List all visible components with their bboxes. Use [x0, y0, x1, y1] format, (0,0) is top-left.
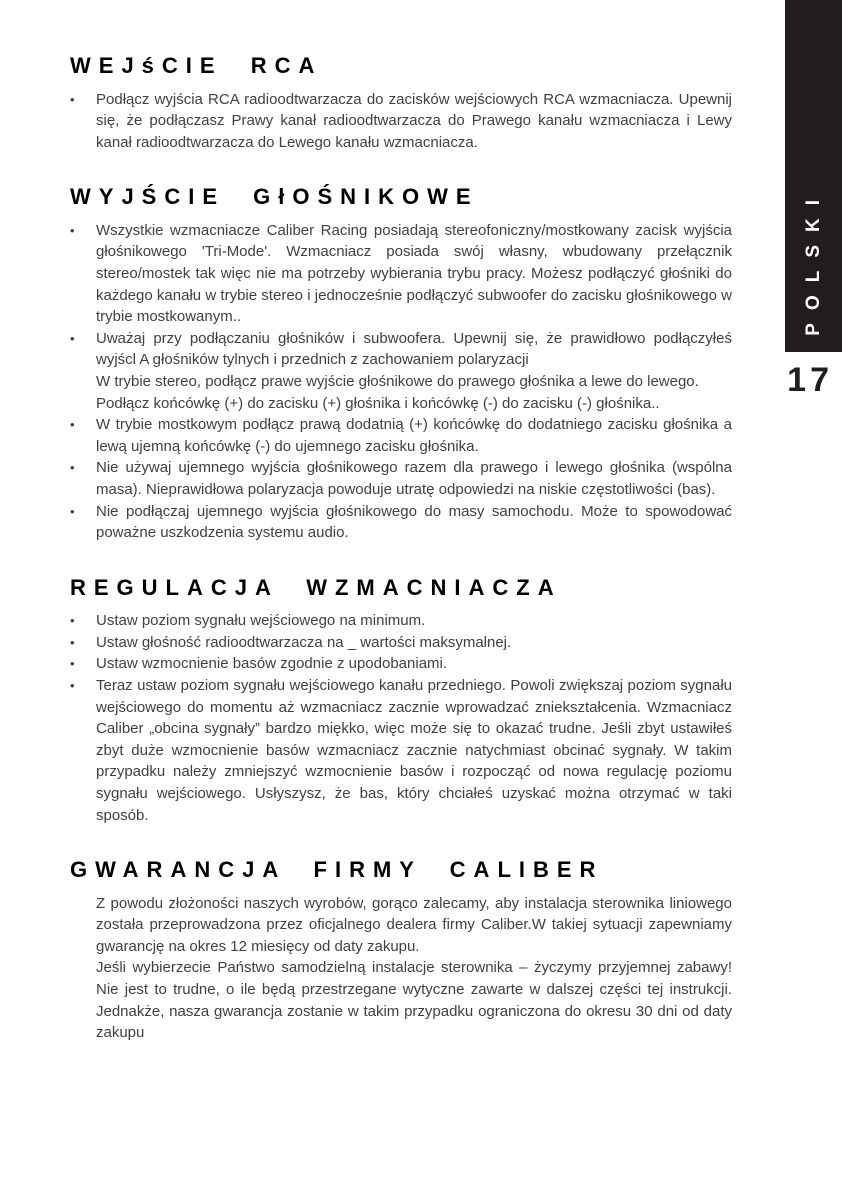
- bullet-item: [70, 610, 732, 632]
- paragraph: Jeśli wybierzecie Państwo samodzielną instalacje sterownika – życzymy przyjemnej zabawy! Nie jest to trudne, o ile będą przestrzegane wytyczne zawarte w dalszej części tej instrukcji. Jednakże, nasza gwarancja zostanie w takim przypadku ograniczona do okresu 30 dni od daty zakupu: [96, 959, 732, 1042]
- paragraph: W trybie stereo, podłącz prawe wyjście głośnikowe do prawego głośnika a lewe do lewego.: [96, 372, 699, 390]
- bullet-item: [70, 675, 732, 826]
- item-text: [96, 328, 732, 414]
- paragraph: Z powodu złożoności naszych wyrobów, gorąco zalecamy, aby instalacja sterownika liniowego została przeprowadzona przez oficjalnego dealera firmy Caliber.W takiej sytuacji zapewniamy gwarancję na okres 12 miesięcy od daty zakupu.: [96, 894, 732, 955]
- item-text: [96, 220, 732, 328]
- paragraph: Teraz ustaw poziom sygnału wejściowego kanału przedniego. Powoli zwiększaj poziom sygnału wejściowego do momentu aż wzmacniacz zacznie wprowadzać zniekształcenia. Wzmacniacz Caliber „obcina sygnały” bardzo miękko, więc może się to okazać trudne. Jeśli zbyt ustawiłeś zbyt duże wzmocnienie basów wzmacniacz zacznie natychmiast obcinać sygnały. W takim przypadku należy zmniejszyć wzmocnienie basów i rozpocząć od nowa regulację poziomu sygnału wejściowego. Usłyszysz, że bas, który chciałeś uzyskać można otrzymać w taki sposób.: [96, 676, 732, 824]
- section: [70, 574, 732, 826]
- language-sidebar: [785, 0, 842, 352]
- item-text: [96, 414, 732, 457]
- bullet-marker-icon: •: [70, 330, 75, 346]
- bullet-marker-icon: •: [70, 503, 75, 519]
- bullet-item: [70, 653, 732, 675]
- bullet-item: [70, 328, 732, 414]
- section: [70, 856, 732, 1044]
- bullet-marker-icon: •: [70, 613, 75, 629]
- bullet-item: [70, 457, 732, 500]
- paragraph: Ustaw głośność radioodtwarzacza na _ wartości maksymalnej.: [96, 633, 512, 651]
- item-text: [96, 653, 732, 675]
- bullet-marker-icon: •: [70, 634, 75, 650]
- section-title: WEJśCIE RCA: [70, 53, 323, 78]
- paragraph: Ustaw poziom sygnału wejściowego na minimum.: [96, 612, 426, 630]
- paragraph: Nie używaj ujemnego wyjścia głośnikowego razem dla prawego i lewego głośnika (wspólna masa). Nieprawidłowa polaryzacja powoduje utratę odpowiedzi na niskie częstotliwości (bas).: [96, 459, 732, 498]
- bullet-item: [70, 414, 732, 457]
- paragraph: Ustaw wzmocnienie basów zgodnie z upodobaniami.: [96, 655, 448, 673]
- item-text: [96, 632, 732, 654]
- bullet-item: [70, 501, 732, 544]
- paragraph: Uważaj przy podłączaniu głośników i subwoofera. Upewnij się, że prawidłowo podłączyłeś wyjścl A głośników tylnych i przednich z zachowaniem polaryzacji: [96, 329, 732, 369]
- page-number: 17: [787, 361, 833, 399]
- section-title: REGULACJA WZMACNIACZA: [70, 574, 562, 600]
- paragraph-item: [70, 893, 732, 1044]
- paragraph: W trybie mostkowym podłącz prawą dodatnią (+) końcówkę do dodatniego zacisku głośnika a lewą ujemną końcówkę (-) do ujemnego zacisku głośnika.: [96, 416, 732, 455]
- bullet-marker-icon: •: [70, 656, 75, 672]
- document-content: [70, 52, 732, 1074]
- paragraph: Wszystkie wzmacniacze Caliber Racing posiadają stereofoniczny/mostkowany zacisk wyjścia głośnikowego 'Tri-Mode'. Wzmacniacz posiada swój własny, wbudowany przełącznik stereo/mostek tak więc nie ma potrzeby wybierania trybu pracy. Możesz podłączyć głośniki do każdego kanału w trybie stereo i jednocześnie podłączyć subwoofer do zacisku głośnikowego w trybie mostkowanym..: [96, 221, 732, 326]
- bullet-marker-icon: •: [70, 91, 75, 107]
- paragraph: Podłącz końcówkę (+) do zacisku (+) głośnika i końcówkę (-) do zacisku (-) głośnika..: [96, 394, 660, 412]
- bullet-marker-icon: •: [70, 417, 75, 433]
- item-text: [96, 893, 732, 1044]
- item-text: [96, 89, 732, 154]
- bullet-marker-icon: •: [70, 460, 75, 476]
- section-title: GWARANCJA FIRMY CALIBER: [70, 857, 604, 883]
- item-text: [96, 457, 732, 500]
- bullet-marker-icon: •: [70, 222, 75, 238]
- item-text: [96, 610, 732, 632]
- language-label: POLSKI: [802, 187, 824, 336]
- section: [70, 52, 732, 153]
- bullet-item: [70, 632, 732, 654]
- item-text: [96, 675, 732, 826]
- section-title: WYJŚCIE GłOŚNIKOWE: [70, 184, 479, 210]
- bullet-item: [70, 89, 732, 154]
- paragraph: Podłącz wyjścia RCA radioodtwarzacza do zacisków wejściowych RCA wzmacniacza. Upewnij się, że podłączasz Prawy kanał radioodtwarzacza do Prawego kanału wzmacniacza i Lewy kanał radioodtwarzacza do Lewego kanału wzmacniacza.: [96, 90, 732, 151]
- bullet-marker-icon: •: [70, 677, 75, 693]
- item-text: [96, 501, 732, 544]
- paragraph: Nie podłączaj ujemnego wyjścia głośnikowego do masy samochodu. Może to spowodować poważne uszkodzenia systemu audio.: [96, 502, 732, 542]
- section: [70, 183, 732, 543]
- bullet-item: [70, 220, 732, 328]
